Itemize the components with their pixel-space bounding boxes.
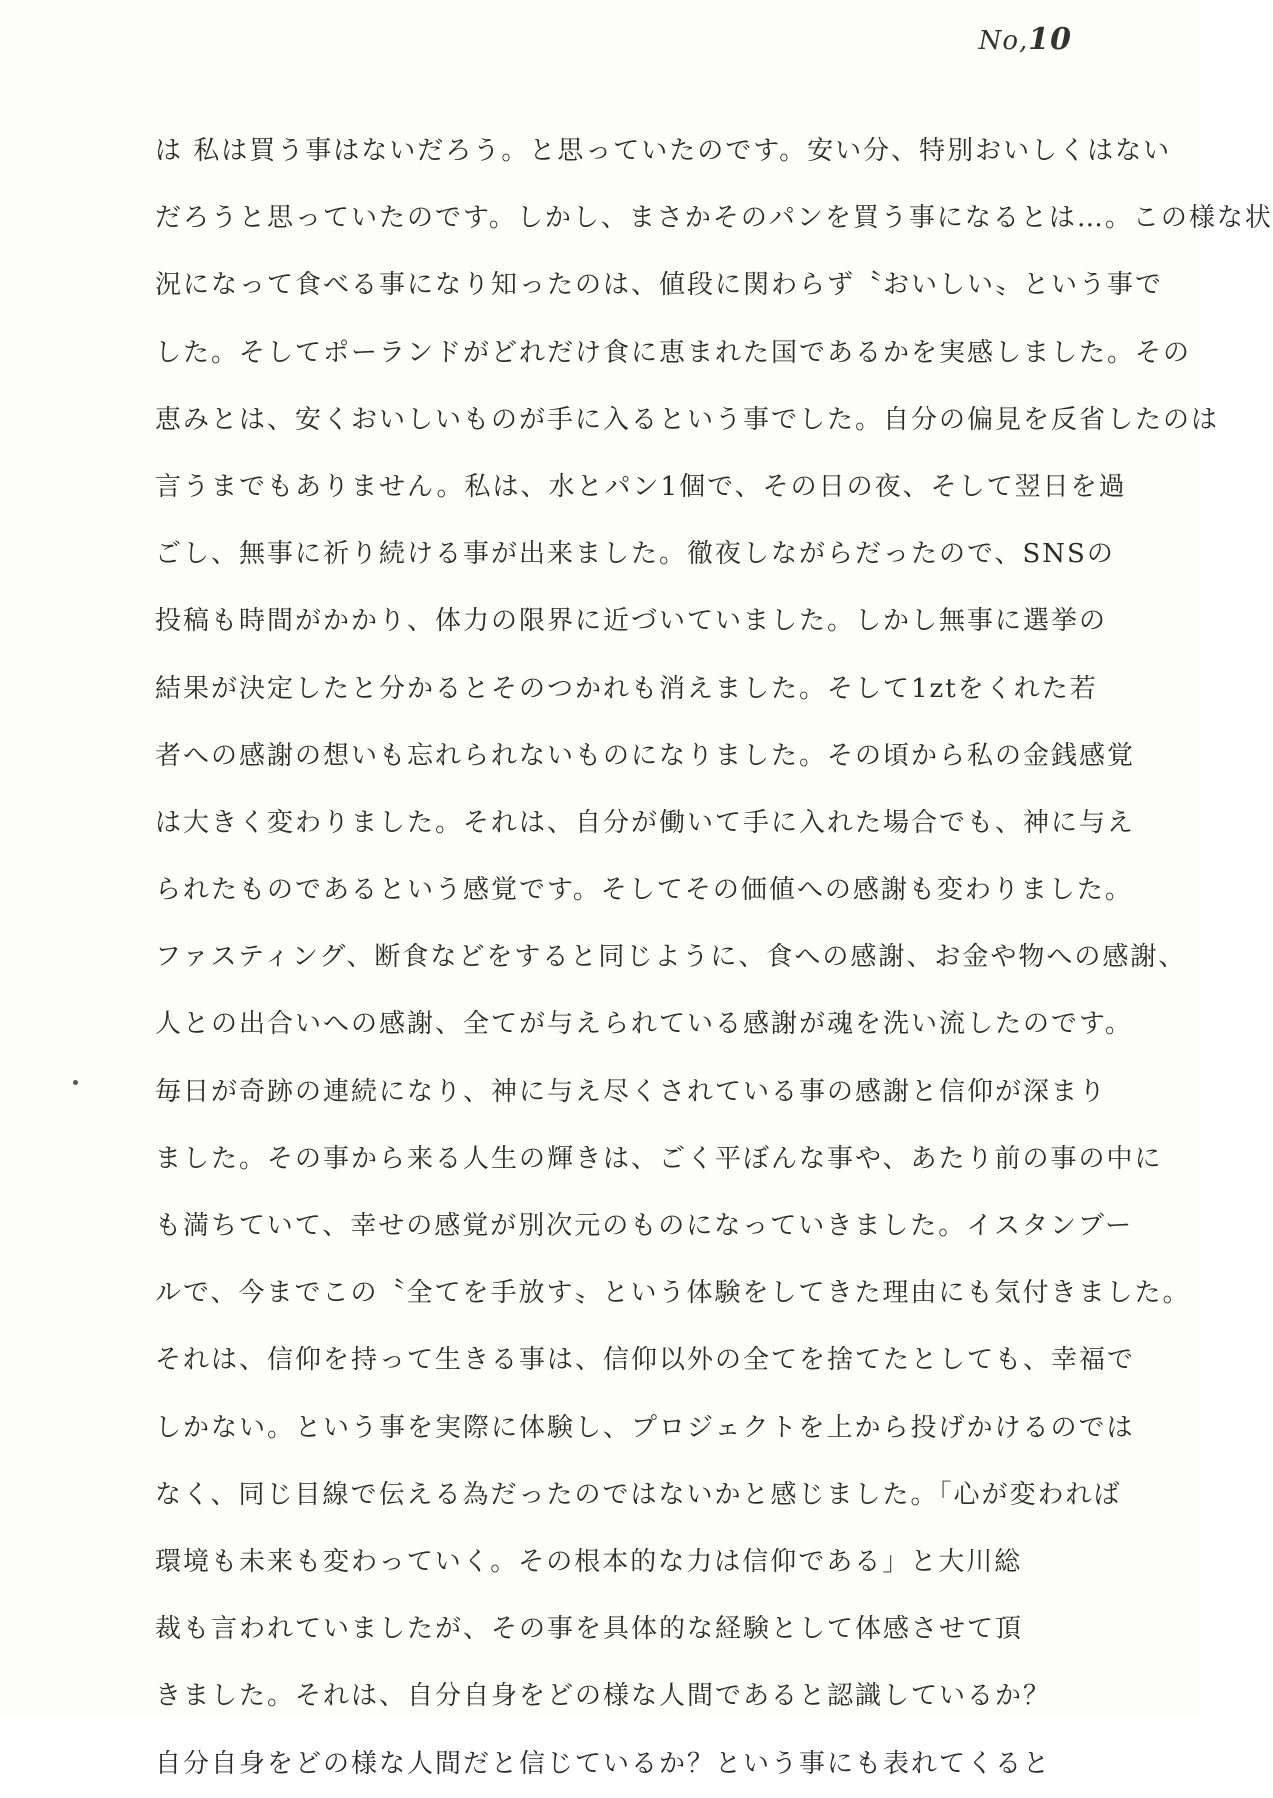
text-line: ルで、今までこの〝全てを手放す〟という体験をしてきた理由にも気付きました。 (155, 1278, 1191, 1309)
text-line: した。そしてポーランドがどれだけ食に恵まれた国であるかを実感しました。その (155, 337, 1192, 368)
text-line: それは、信仰を持って生きる事は、信仰以外の全てを捨てたとしても、幸福で (155, 1345, 1136, 1376)
text-line: は 私は買う事はないだろう。と思っていたのです。安い分、特別おいしくはない (155, 136, 1172, 166)
text-line: は大きく変わりました。それは、自分が働いて手に入れた場合でも、神に与え (155, 807, 1136, 838)
page-number-value: 10 (1028, 22, 1072, 57)
text-line: しかない。という事を実際に体験し、プロジェクトを上から投げかけるのでは (155, 1412, 1135, 1443)
text-line: も満ちていて、幸せの感覚が別次元のものになっていきました。イスタンブー (155, 1211, 1134, 1241)
text-line: ごし、無事に祈り続ける事が出来ました。徹夜しながらだったので、SNSの (155, 539, 1115, 570)
text-line: ファスティング、断食などをすると同じように、食への感謝、お金や物への感謝、 (155, 942, 1187, 973)
text-line: られたものであるという感覚です。そしてその価値への感謝も変わりました。 (155, 875, 1133, 906)
text-line: 裁も言われていましたが、その事を具体的な経験として体感させて頂 (155, 1614, 1024, 1645)
text-line: 者への感謝の想いも忘れられないものになりました。その頃から私の金銭感覚 (155, 740, 1136, 771)
text-line: 投稿も時間がかかり、体力の限界に近づいていました。しかし無事に選挙の (155, 606, 1108, 637)
text-line: 恵みとは、安くおいしいものが手に入るという事でした。自分の偏見を反省したのは (155, 404, 1220, 435)
text-line: 環境も未来も変わっていく。その根本的な力は信仰である」と大川総 (155, 1546, 1023, 1577)
text-line: 言うまでもありません。私は、水とパン1個で、その日の夜、そして翌日を過 (155, 471, 1127, 502)
text-line: 自分自身をどの様な人間だと信じているか？という事にも表れてくると (155, 1748, 1052, 1779)
text-line: ました。その事から来る人生の輝きは、ごく平ぼんな事や、あたり前の事の中に (155, 1143, 1163, 1174)
text-line: 毎日が奇跡の連続になり、神に与え尽くされている事の感謝と信仰が深まり (155, 1076, 1108, 1107)
text-line: 況になって食べる事になり知ったのは、値段に関わらず〝おいしい〟という事で (155, 270, 1164, 301)
text-line: きました。それは、自分自身をどの様な人間であると認識しているか？ (155, 1681, 1052, 1712)
text-line: 人との出合いへの感謝、全てが与えられている感謝が魂を洗い流したのです。 (155, 1009, 1133, 1040)
text-line: なく、同じ目線で伝える為だったのではないかと感じました。「心が変われば (155, 1479, 1122, 1510)
page-number (979, 22, 1072, 57)
text-line: だろうと思っていたのです。しかし、まさかそのパンを買う事になるとは…。この様な状 (155, 203, 1273, 234)
manuscript-body (155, 118, 1273, 1798)
text-line: 結果が決定したと分かるとそのつかれも消えました。そして1ztをくれた若 (155, 673, 1098, 704)
page-number-prefix: No, (978, 26, 1029, 56)
ink-dot (73, 1080, 78, 1085)
